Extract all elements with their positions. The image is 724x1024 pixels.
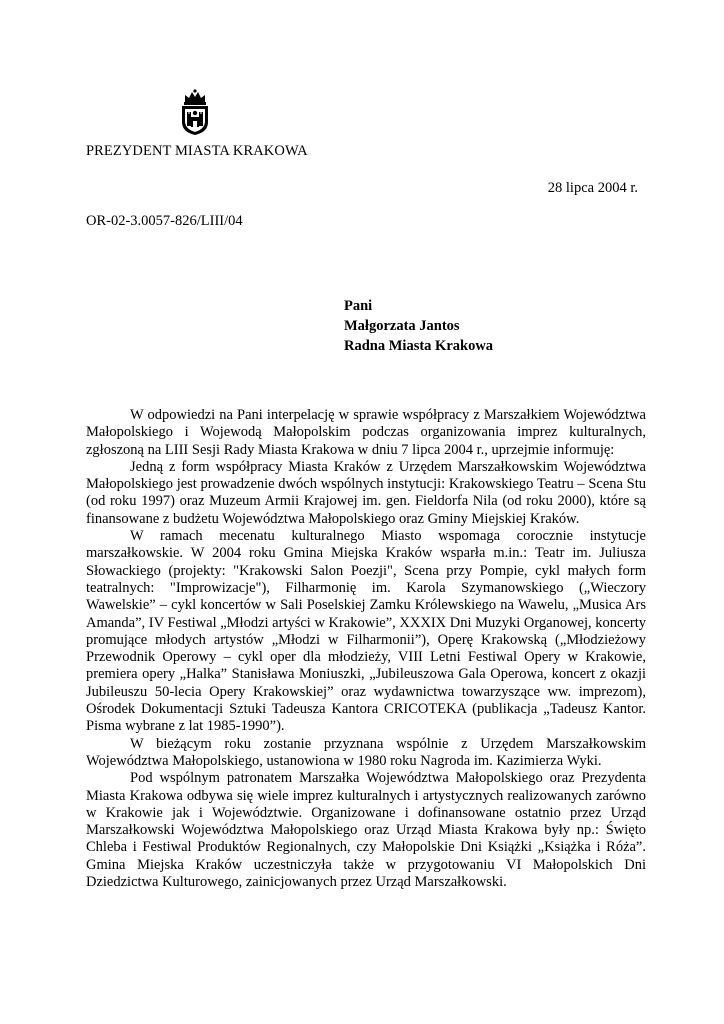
body-paragraph: W odpowiedzi na Pani interpelację w sprawie współpracy z Marszałkiem Województwa Małopolskiego i Wojewodą Małopolskim podczas organizowania imprez kulturalnych, zgłoszoną na LIII Sesji Rady Miasta Krakowa w dniu 7 lipca 2004 r., uprzejmie informuję: [86, 407, 646, 458]
body-paragraph: Pod wspólnym patronatem Marszałka Województwa Małopolskiego oraz Prezydenta Miasta Krakowa odbywa się wiele imprez kulturalnych i artystycznych realizowanych zarówno w Krakowie jak i Województwie. Organizowane i dofinansowane ostatnio przez Urząd Marszałkowski Województwa Małopolskiego oraz Urząd Miasta Krakowa były np.: Święto Chleba i Festiwal Produktów Regionalnych, czy Małopolskie Dni Książki „Książka i Róża”. Gmina Miejska Kraków uczestniczyła także w przygotowaniu VI Małopolskich Dni Dziedzictwa Kulturowego, zainicjowanych przez Urząd Marszałkowski. [86, 770, 646, 891]
addressee-title: Radna Miasta Krakowa [344, 338, 494, 354]
letter-body [86, 407, 646, 891]
body-paragraph: W ramach mecenatu kulturalnego Miasto wspomaga corocznie instytucje marszałkowskie. W 2004 roku Gmina Miejska Kraków wsparła m.in.: Teatr im. Juliusza Słowackiego (projekty: "Krakowski Salon Poezji", Scena przy Pompie, cykl małych form teatralnych: "Improwizacje"), Filharmonię im. Karola Szymanowskiego („Wieczory Wawelskie” – cykl koncertów w Sali Poselskiej Zamku Królewskiego na Wawelu, „Musica Ars Amanda”, IV Festiwal „Młodzi artyści w Krakowie”, XXXIX Dni Muzyki Organowej, koncerty promujące młodych artystów „Młodzi w Filharmonii”), Operę Krakowską („Młodzieżowy Przewodnik Operowy – cykl oper dla młodzieży, VIII Letni Festiwal Opery w Krakowie, premiera opery „Halka” Stanisława Moniuszki, „Jubileuszowa Gala Operowa, koncert z okazji Jubileuszu 50-lecia Opery Krakowskiej” oraz wydawnictwa towarzyszące ww. imprezom), Ośrodek Dokumentacji Sztuki Tadeusza Kantora CRICOTEKA (publikacja „Tadeusz Kantor. Pisma wybrane z lat 1985-1990”). [86, 528, 646, 735]
addressee-salutation: Pani [344, 298, 373, 314]
addressee-block [344, 296, 493, 356]
issuer-name: PREZYDENT MIASTA KRAKOWA [86, 143, 308, 159]
letter-date: 28 lipca 2004 r. [547, 180, 638, 196]
body-paragraph: W bieżącym roku zostanie przyznana wspólnie z Urzędem Marszałkowskim Województwa Małopolskiego, ustanowiona w 1980 roku Nagroda im. Kazimierza Wyki. [86, 735, 646, 769]
reference-number: OR-02-3.0057-826/LIII/04 [86, 213, 243, 229]
krakow-coat-of-arms-icon [178, 88, 212, 136]
body-paragraph: Jedną z form współpracy Miasta Kraków z Urzędem Marszałkowskim Województwa Małopolskiego jest prowadzenie dwóch wspólnych instytucji: Krakowskiego Teatru – Scena Stu (od roku 1997) oraz Muzeum Armii Krajowej im. gen. Fieldorfa Nila (od roku 2000), które są finansowane z budżetu Województwa Małopolskiego oraz Gminy Miejskiej Kraków. [86, 458, 646, 527]
addressee-name: Małgorzata Jantos [344, 318, 460, 334]
